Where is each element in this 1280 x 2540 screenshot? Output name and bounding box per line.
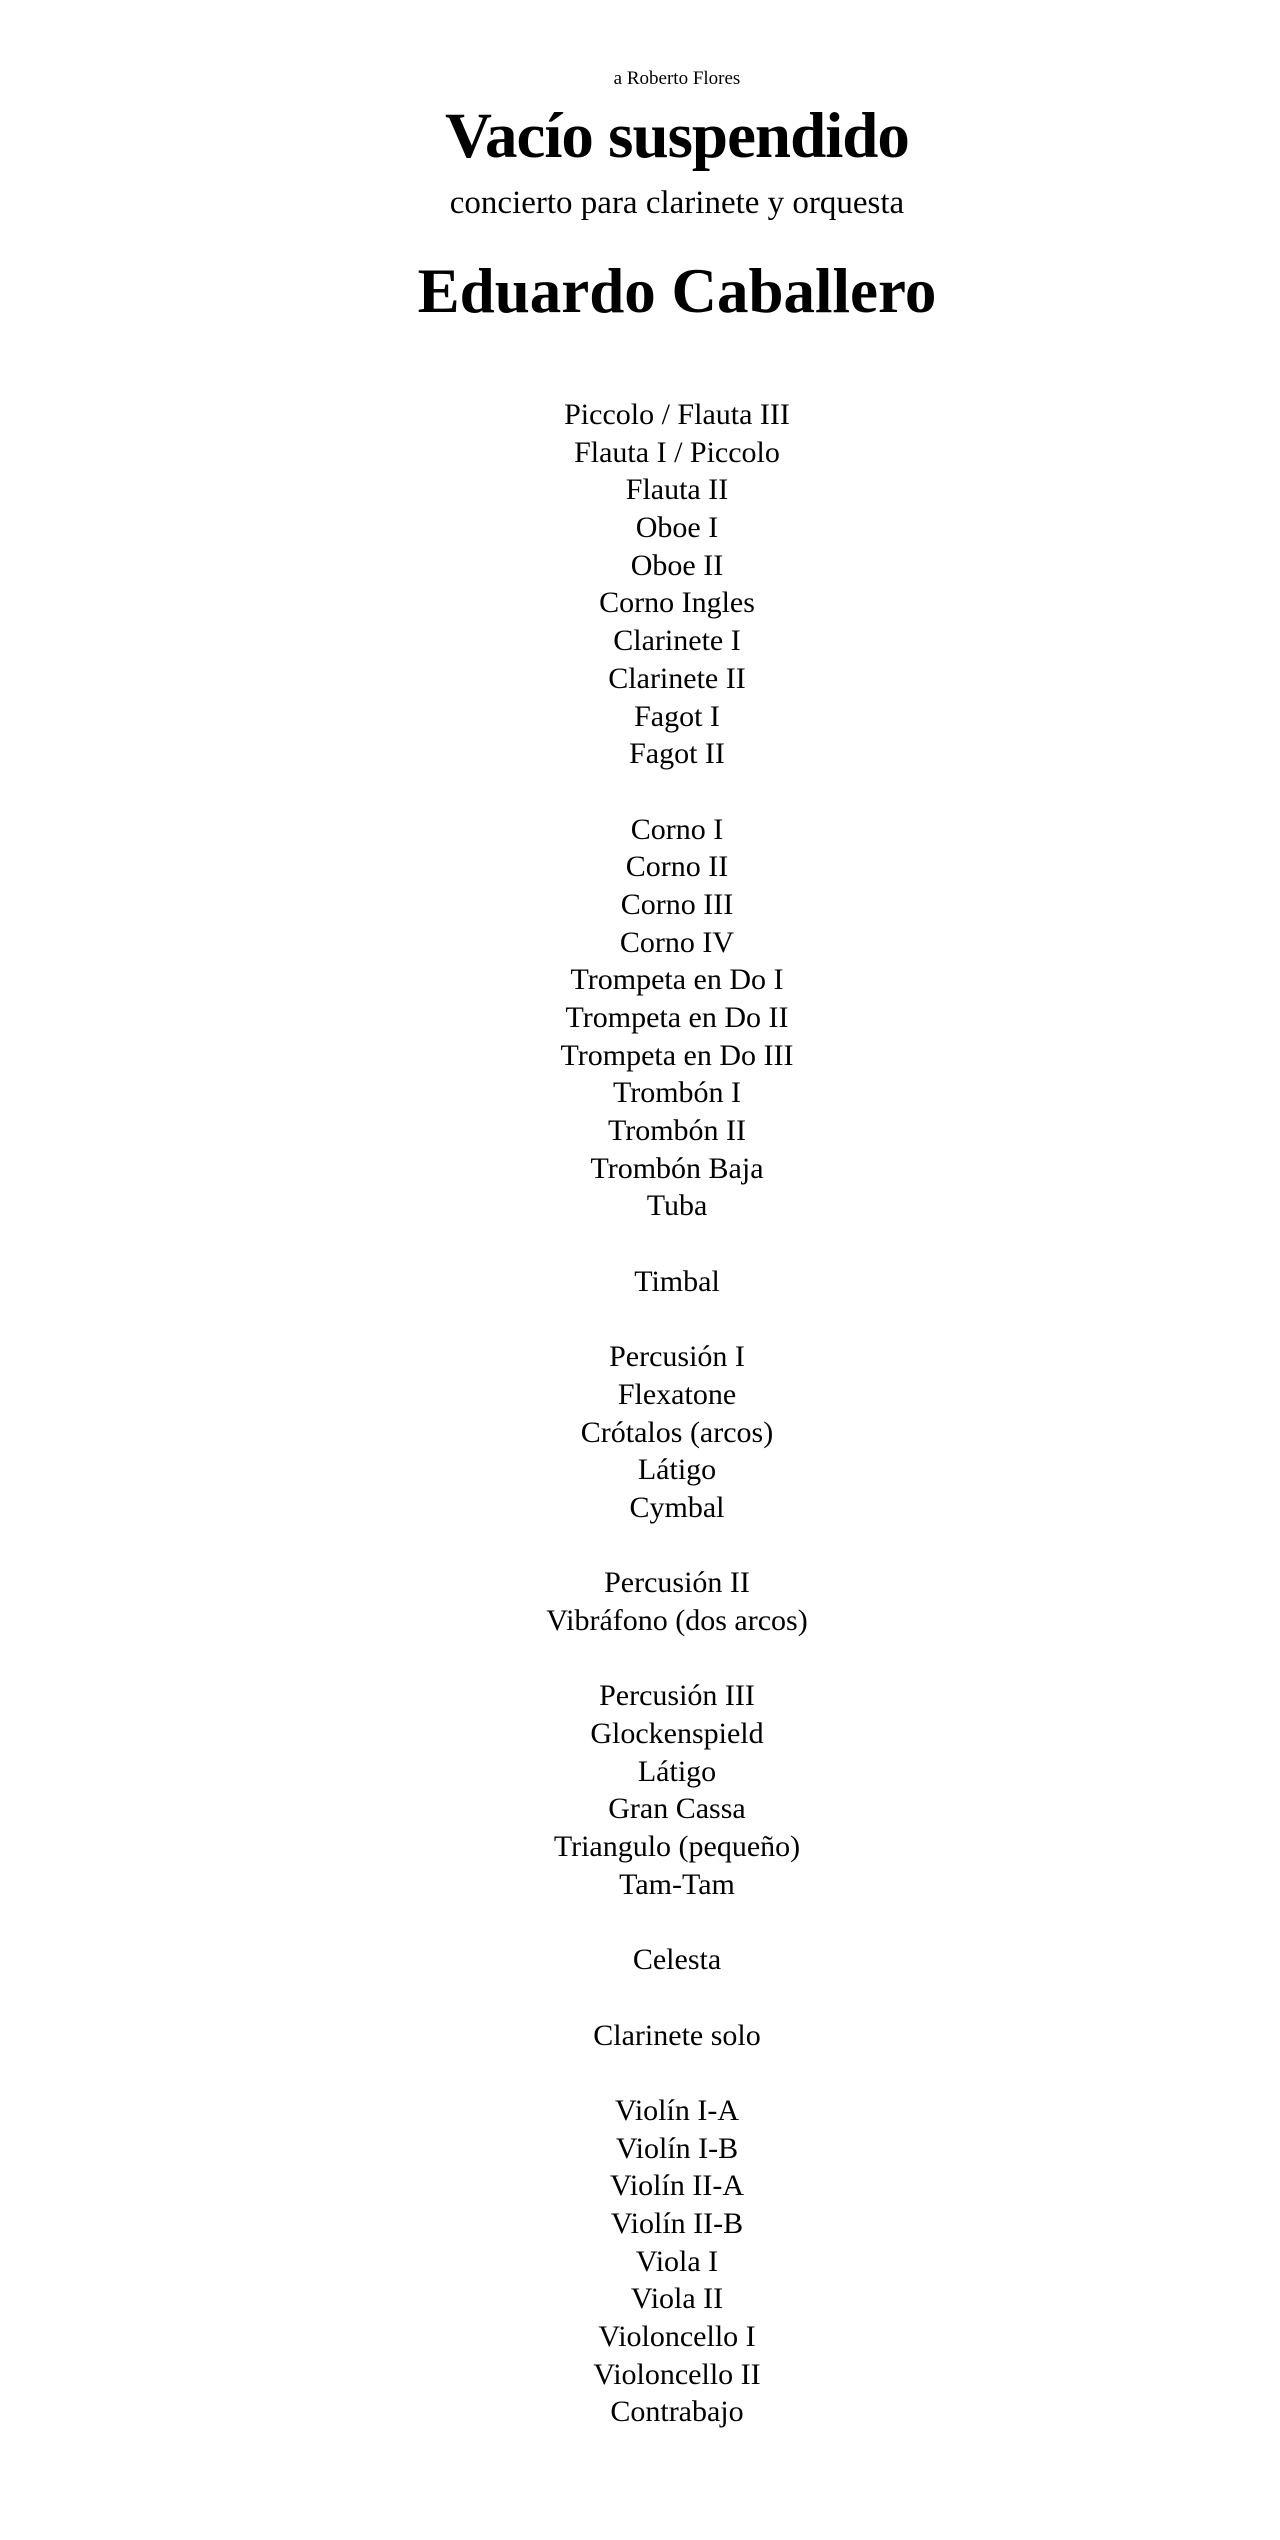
page-content xyxy=(37,0,1280,2540)
instrument-line: Trombón II xyxy=(607,1114,747,1148)
instrument-line: Fagot II xyxy=(629,737,725,771)
instrument-line: Oboe II xyxy=(630,548,724,582)
instrument-line: Glockenspield xyxy=(590,1717,764,1751)
composer-name: Eduardo Caballero xyxy=(417,256,937,326)
page-title: Vacío suspendido xyxy=(445,100,909,172)
instrument-line: Violín II-A xyxy=(609,2169,744,2203)
instrument-line: Clarinete II xyxy=(608,661,746,695)
instrument-line: Clarinete I xyxy=(613,624,741,658)
instrument-line: Corno II xyxy=(625,850,729,884)
instrument-line: Percusión III xyxy=(599,1679,755,1713)
instrument-line: Fagot I xyxy=(634,699,720,733)
instrument-line: Tam-Tam xyxy=(619,1867,735,1901)
instrument-line: Celesta xyxy=(632,1943,722,1977)
instrument-list xyxy=(37,396,1280,2431)
instrument-line: Flauta I / Piccolo xyxy=(574,435,780,469)
instrument-line: Oboe I xyxy=(635,511,719,545)
instrument-line: Corno III xyxy=(620,887,734,921)
instrument-line: Piccolo / Flauta III xyxy=(564,398,790,431)
instrument-line: Crótalos (arcos) xyxy=(580,1415,774,1449)
instrument-line: Percusión I xyxy=(609,1340,745,1374)
instrument-line: Trompeta en Do III xyxy=(560,1038,794,1072)
group-gap xyxy=(37,1225,1280,1263)
instrument-line: Corno I xyxy=(630,812,724,846)
instrument-line: Cymbal xyxy=(629,1490,725,1524)
dedication: a Roberto Flores xyxy=(613,68,741,89)
instrument-line: Violín I-B xyxy=(615,2131,739,2165)
instrument-line: Trombón I xyxy=(612,1076,742,1110)
instrument-line: Corno Ingles xyxy=(599,586,755,620)
instrument-line: Gran Cassa xyxy=(608,1792,746,1826)
instrument-line: Violín II-B xyxy=(610,2207,744,2240)
instrument-line: Tuba xyxy=(646,1189,708,1223)
instrument-line: Percusión II xyxy=(604,1566,750,1600)
instrument-line: Trombón Baja xyxy=(590,1151,764,1185)
group-gap xyxy=(37,1979,1280,2017)
instrument-line: Timbal xyxy=(634,1264,720,1298)
instrument-line: Viola I xyxy=(635,2244,719,2278)
group-gap xyxy=(37,773,1280,811)
group-gap xyxy=(37,2054,1280,2092)
instrument-line: Violoncello II xyxy=(593,2357,761,2391)
instrument-line: Látigo xyxy=(637,1754,717,1788)
instrument-line: Flexatone xyxy=(617,1377,737,1411)
instrument-line: Trompeta en Do I xyxy=(570,963,784,997)
instrument-line: Viola II xyxy=(630,2282,724,2316)
instrument-line: Triangulo (pequeño) xyxy=(553,1830,801,1864)
instrument-line: Látigo xyxy=(637,1453,717,1487)
instrument-line: Contrabajo xyxy=(610,2395,744,2429)
instrument-line: Vibráfono (dos arcos) xyxy=(546,1604,808,1637)
instrument-line: Violoncello I xyxy=(598,2320,756,2354)
instrument-line: Clarinete solo xyxy=(593,2018,761,2052)
instrument-line: Trompeta en Do II xyxy=(565,1001,789,1034)
group-gap xyxy=(37,1301,1280,1339)
group-gap xyxy=(37,1904,1280,1942)
group-gap xyxy=(37,1527,1280,1565)
instrument-line: Violín I-A xyxy=(614,2093,739,2127)
page-subtitle: concierto para clarinete y orquesta xyxy=(449,185,905,221)
group-gap xyxy=(37,1640,1280,1678)
instrument-line: Flauta II xyxy=(625,473,729,507)
instrument-line: Corno IV xyxy=(619,925,735,959)
